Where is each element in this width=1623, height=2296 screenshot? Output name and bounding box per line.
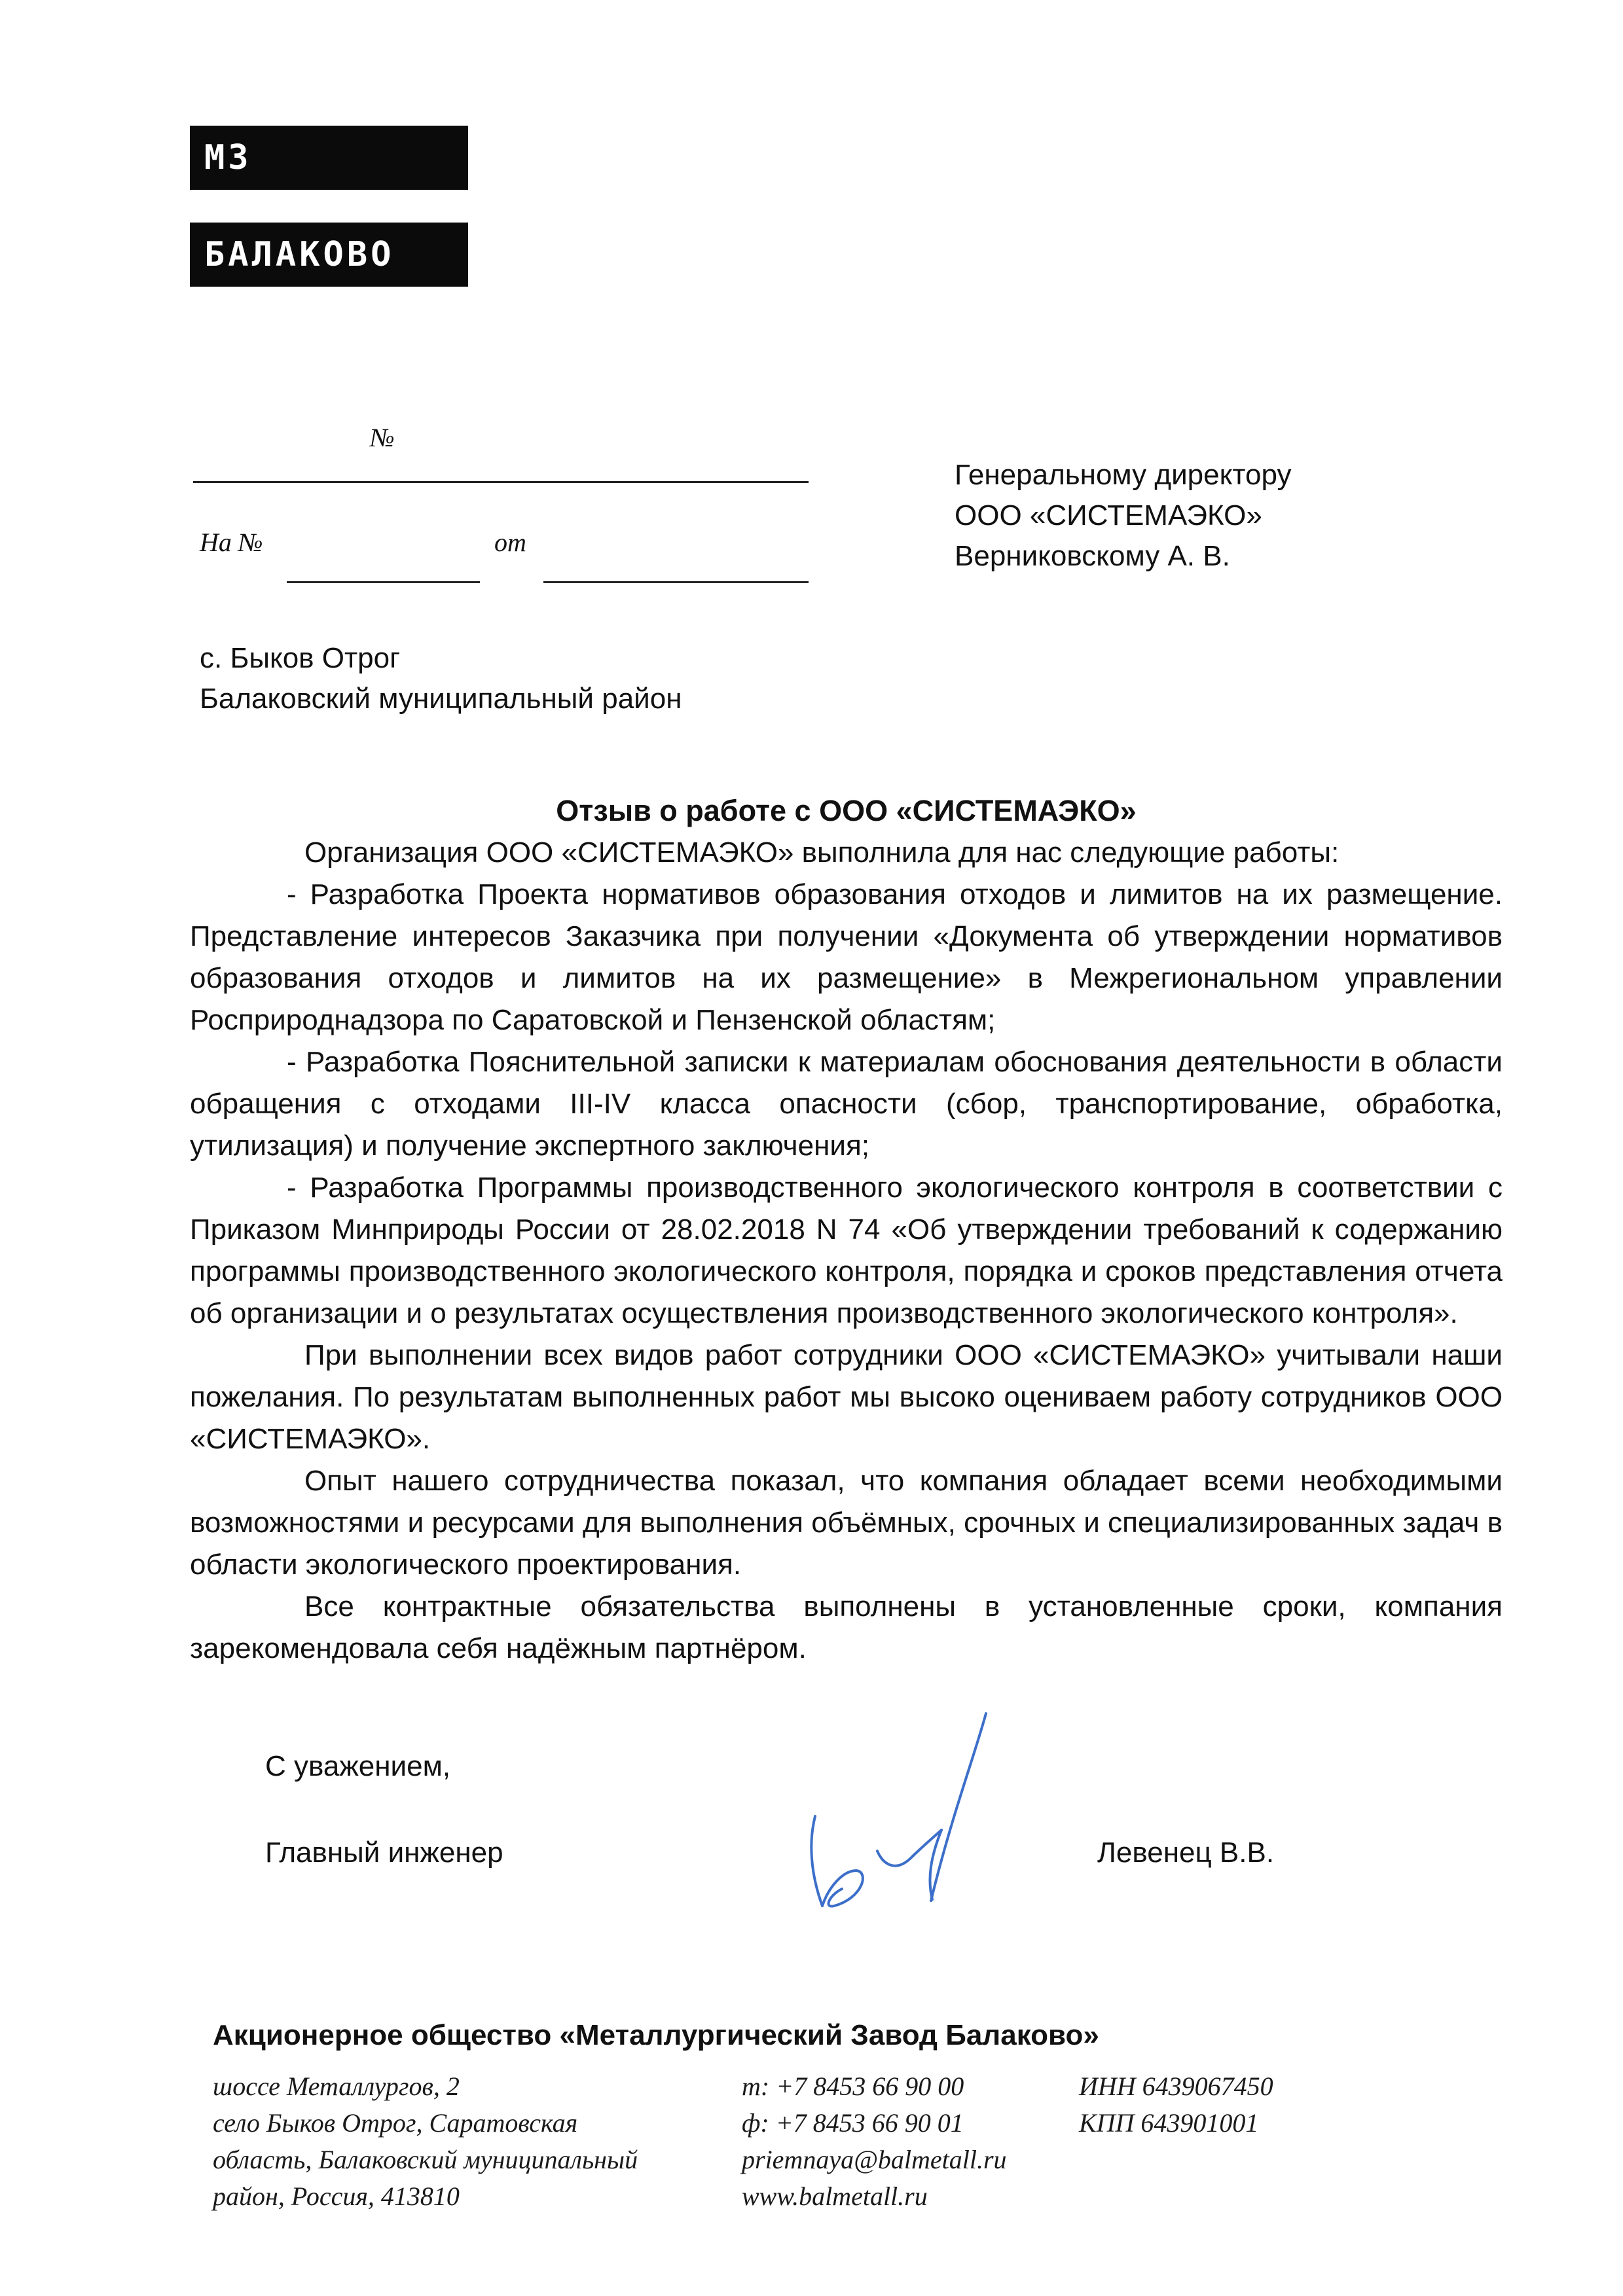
letter-title: Отзыв о работе с ООО «СИСТЕМАЭКО» [556,794,1137,827]
footer-fax: ф: +7 8453 66 90 01 [742,2108,964,2138]
body-paragraph-experience: Опыт нашего сотрудничества показал, что компания обладает всеми необходимыми возможностями и ресурсами для выполнения объёмных, срочных и специализированных задач в области экологического проектирования. [190,1465,1503,1581]
addressee-position: Генеральному директору [955,459,1292,491]
body-paragraph-item-1: - Разработка Проекта нормативов образования отходов и лимитов на их размещение. Представление интересов Заказчика при получении «Документа об утверждении нормативов образования отходов и лимитов на их размещение» в Межрегиональном управлении Росприроднадзора по Саратовской и Пензенской областям; [190,878,1503,1036]
outgoing-number-label: № [370,423,395,452]
footer-address [213,2068,638,2215]
date-label: от [494,528,526,557]
outgoing-number-line [193,481,809,483]
logo-balakovo-text: БАЛАКОВО [204,235,395,274]
in-reply-label: На № [200,528,263,557]
footer-inn: ИНН 6439067450 [1079,2072,1273,2101]
addressee-company: ООО «СИСТЕМАЭКО» [955,499,1262,531]
footer-codes [1079,2068,1273,2142]
footer-contacts [742,2068,1007,2215]
logo-mz-text: МЗ [204,138,252,177]
company-logo-top [190,126,468,190]
footer-website-link[interactable]: www.balmetall.ru [742,2181,928,2211]
footer-email-link[interactable]: priemnaya@balmetall.ru [742,2145,1007,2174]
footer-address-line: район, Россия, 413810 [213,2181,460,2211]
body-paragraph-item-2: - Разработка Пояснительной записки к материалам обоснования деятельности в области обращения с отходами III-IV класса опасности (сбор, транспортирование, обработка, утилизация) и получение экспертного заключения; [190,1046,1503,1162]
place-district: Балаковский муниципальный район [200,683,682,715]
in-reply-date-line [543,581,809,583]
body-paragraph-intro: Организация ООО «СИСТЕМАЭКО» выполнила для нас следующие работы: [304,836,1340,869]
footer-company-name: Акционерное общество «Металлургический Завод Балаково» [213,2019,1099,2051]
company-logo-bottom [190,223,468,287]
signer-name: Левенец В.В. [1097,1837,1275,1869]
handwritten-signature [779,1702,1054,1918]
footer-address-line: шоссе Металлургов, 2 [213,2072,460,2101]
footer-address-line: область, Балаковский муниципальный [213,2145,638,2174]
footer-address-line: село Быков Отрог, Саратовская [213,2108,578,2138]
body-paragraph-wishes: При выполнении всех видов работ сотрудники ООО «СИСТЕМАЭКО» учитывали наши пожелания. По результатам выполненных работ мы высоко оцениваем работу сотрудников ООО «СИСТЕМАЭКО». [190,1339,1503,1455]
in-reply-number-line [287,581,480,583]
addressee-name: Верниковскому А. В. [955,540,1230,572]
letter-body [190,832,1503,1670]
place-village: с. Быков Отрог [200,642,401,674]
footer-phone: т: +7 8453 66 90 00 [742,2072,964,2101]
footer-kpp: КПП 643901001 [1079,2108,1259,2138]
place-block [200,638,682,719]
closing-regards: С уважением, [265,1750,451,1782]
addressee-block [955,455,1291,577]
body-paragraph-obligations: Все контрактные обязательства выполнены в установленные сроки, компания зарекомендовала себя надёжным партнёром. [190,1590,1503,1664]
signer-position: Главный инженер [265,1837,503,1869]
body-paragraph-item-3: - Разработка Программы производственного экологического контроля в соответствии с Приказом Минприроды России от 28.02.2018 N 74 «Об утверждении требований к содержанию программы производственного экологического контроля, порядка и сроков представления отчета об организации и о результатах осуществления производственного экологического контроля». [190,1172,1503,1329]
